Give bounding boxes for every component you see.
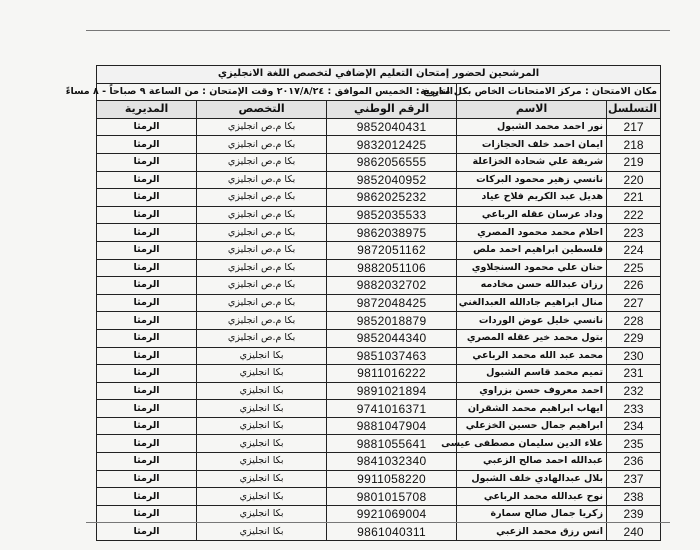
cell-seq: 223: [607, 224, 661, 242]
cell-name: تميم محمد قاسم الشبول: [457, 365, 607, 383]
cell-specialty: بكا م.ص انجليزي: [197, 241, 327, 259]
cell-national-id: 9872048425: [327, 294, 457, 312]
cell-national-id: 9882051106: [327, 259, 457, 277]
cell-directorate: الرمثا: [97, 347, 197, 365]
cell-specialty: بكا م.ص انجليزي: [197, 153, 327, 171]
cell-name: منال ابراهيم جادالله العبدالغني: [457, 294, 607, 312]
cell-name: ايهاب ابراهيم محمد الشقران: [457, 400, 607, 418]
table-row: [97, 118, 661, 136]
cell-directorate: الرمثا: [97, 365, 197, 383]
cell-specialty: بكا انجليزي: [197, 417, 327, 435]
exam-date: التاريخ : الخميس الموافق : ٢٠١٧/٨/٢٤ وقت الإمتحان : من الساعة ٩ صباحاً - ٨ مساءً: [97, 83, 457, 101]
cell-national-id: 9852040952: [327, 171, 457, 189]
cell-seq: 239: [607, 505, 661, 523]
cell-national-id: 9852035533: [327, 206, 457, 224]
header-national-id: الرقم الوطني: [327, 101, 457, 119]
header-seq: التسلسل: [607, 101, 661, 119]
table-row: [97, 259, 661, 277]
exam-place: مكان الامتحان : مركز الامتحانات الخاص بكل مديرية: [457, 83, 661, 101]
table-row: [97, 505, 661, 523]
cell-national-id: 9841032340: [327, 453, 457, 471]
document-title: المرشحين لحضور إمتحان التعليم الإضافي لتخصص اللغة الانجليزي: [97, 66, 661, 84]
cell-specialty: بكا انجليزي: [197, 505, 327, 523]
cell-directorate: الرمثا: [97, 136, 197, 154]
cell-directorate: الرمثا: [97, 241, 197, 259]
cell-specialty: بكا انجليزي: [197, 347, 327, 365]
cell-directorate: الرمثا: [97, 206, 197, 224]
cell-name: بتول محمد خير عقله المصري: [457, 329, 607, 347]
cell-seq: 227: [607, 294, 661, 312]
cell-specialty: بكا م.ص انجليزي: [197, 118, 327, 136]
cell-name: نوح عبدالله محمد الرباعي: [457, 488, 607, 506]
cell-specialty: بكا م.ص انجليزي: [197, 224, 327, 242]
page-bottom-rule: [86, 522, 670, 523]
table-row: [97, 488, 661, 506]
cell-name: بلال عبدالهادي خلف الشبول: [457, 470, 607, 488]
cell-directorate: الرمثا: [97, 453, 197, 471]
table-row: [97, 523, 661, 541]
cell-name: شريفة علي شحادة الخزاعلة: [457, 153, 607, 171]
cell-seq: 237: [607, 470, 661, 488]
table-row: [97, 417, 661, 435]
cell-specialty: بكا انجليزي: [197, 400, 327, 418]
table-row: [97, 206, 661, 224]
cell-national-id: 9852040431: [327, 118, 457, 136]
cell-name: ابراهيم جمال حسين الخزعلي: [457, 417, 607, 435]
cell-national-id: 9852018879: [327, 312, 457, 330]
cell-national-id: 9891021894: [327, 382, 457, 400]
cell-seq: 235: [607, 435, 661, 453]
cell-directorate: الرمثا: [97, 277, 197, 295]
cell-directorate: الرمثا: [97, 505, 197, 523]
cell-seq: 225: [607, 259, 661, 277]
cell-directorate: الرمثا: [97, 417, 197, 435]
cell-specialty: بكا م.ص انجليزي: [197, 294, 327, 312]
cell-seq: 232: [607, 382, 661, 400]
cell-national-id: 9862038975: [327, 224, 457, 242]
table-row: [97, 400, 661, 418]
cell-seq: 236: [607, 453, 661, 471]
cell-name: محمد عبد الله محمد الرباعي: [457, 347, 607, 365]
cell-specialty: بكا م.ص انجليزي: [197, 277, 327, 295]
cell-directorate: الرمثا: [97, 189, 197, 207]
cell-specialty: بكا انجليزي: [197, 365, 327, 383]
cell-national-id: 9741016371: [327, 400, 457, 418]
cell-directorate: الرمثا: [97, 523, 197, 541]
cell-seq: 219: [607, 153, 661, 171]
table-row: [97, 277, 661, 295]
header-name: الاسم: [457, 101, 607, 119]
cell-national-id: 9862056555: [327, 153, 457, 171]
cell-national-id: 9881047904: [327, 417, 457, 435]
cell-seq: 226: [607, 277, 661, 295]
cell-name: زكريا جمال صالح سمارة: [457, 505, 607, 523]
cell-national-id: 9852044340: [327, 329, 457, 347]
cell-national-id: 9851037463: [327, 347, 457, 365]
cell-specialty: بكا انجليزي: [197, 470, 327, 488]
table-row: [97, 329, 661, 347]
header-directorate: المديرية: [97, 101, 197, 119]
cell-name: احلام محمد محمود المصري: [457, 224, 607, 242]
table-row: [97, 241, 661, 259]
cell-specialty: بكا انجليزي: [197, 435, 327, 453]
page-top-rule: [86, 30, 670, 31]
cell-seq: 229: [607, 329, 661, 347]
cell-specialty: بكا انجليزي: [197, 523, 327, 541]
cell-specialty: بكا م.ص انجليزي: [197, 171, 327, 189]
cell-name: حنان علي محمود السنجلاوي: [457, 259, 607, 277]
cell-seq: 218: [607, 136, 661, 154]
cell-seq: 228: [607, 312, 661, 330]
cell-national-id: 9881055641: [327, 435, 457, 453]
cell-national-id: 9921069004: [327, 505, 457, 523]
table-row: [97, 365, 661, 383]
cell-national-id: 9811016222: [327, 365, 457, 383]
cell-national-id: 9801015708: [327, 488, 457, 506]
cell-national-id: 9872051162: [327, 241, 457, 259]
cell-directorate: الرمثا: [97, 171, 197, 189]
table-row: [97, 171, 661, 189]
cell-seq: 217: [607, 118, 661, 136]
cell-name: رزان عبدالله حسن مخادمه: [457, 277, 607, 295]
cell-name: هديل عبد الكريم فلاح عياد: [457, 189, 607, 207]
cell-name: احمد معروف حسن بزراوي: [457, 382, 607, 400]
table-row: [97, 435, 661, 453]
cell-name: علاء الدين سليمان مصطفى عيسى: [457, 435, 607, 453]
candidates-table: [65, 65, 661, 541]
cell-seq: 231: [607, 365, 661, 383]
cell-directorate: الرمثا: [97, 224, 197, 242]
table-row: [97, 312, 661, 330]
table-row: [97, 189, 661, 207]
cell-specialty: بكا م.ص انجليزي: [197, 259, 327, 277]
table-header-row: [97, 101, 661, 119]
table-row: [97, 153, 661, 171]
cell-directorate: الرمثا: [97, 153, 197, 171]
cell-name: نانسي زهير محمود البركات: [457, 171, 607, 189]
table-row: [97, 382, 661, 400]
cell-national-id: 9911058220: [327, 470, 457, 488]
cell-national-id: 9832012425: [327, 136, 457, 154]
cell-directorate: الرمثا: [97, 470, 197, 488]
table-row: [97, 136, 661, 154]
cell-directorate: الرمثا: [97, 488, 197, 506]
cell-directorate: الرمثا: [97, 118, 197, 136]
cell-seq: 238: [607, 488, 661, 506]
cell-directorate: الرمثا: [97, 294, 197, 312]
cell-specialty: بكا م.ص انجليزي: [197, 312, 327, 330]
table-row: [97, 470, 661, 488]
cell-specialty: بكا م.ص انجليزي: [197, 329, 327, 347]
cell-specialty: بكا انجليزي: [197, 453, 327, 471]
cell-name: ايمان احمد خلف الحجازات: [457, 136, 607, 154]
header-specialty: التخصص: [197, 101, 327, 119]
cell-seq: 234: [607, 417, 661, 435]
cell-seq: 224: [607, 241, 661, 259]
cell-specialty: بكا م.ص انجليزي: [197, 206, 327, 224]
cell-name: وداد عرسان عقله الرباعي: [457, 206, 607, 224]
cell-specialty: بكا م.ص انجليزي: [197, 136, 327, 154]
cell-directorate: الرمثا: [97, 312, 197, 330]
table-row: [97, 347, 661, 365]
cell-seq: 222: [607, 206, 661, 224]
table-row: [97, 453, 661, 471]
cell-directorate: الرمثا: [97, 382, 197, 400]
cell-specialty: بكا انجليزي: [197, 488, 327, 506]
cell-seq: 220: [607, 171, 661, 189]
cell-specialty: بكا م.ص انجليزي: [197, 189, 327, 207]
cell-seq: 233: [607, 400, 661, 418]
table-row: [97, 224, 661, 242]
cell-directorate: الرمثا: [97, 259, 197, 277]
cell-national-id: 9882032702: [327, 277, 457, 295]
cell-national-id: 9861040311: [327, 523, 457, 541]
table-row: [97, 294, 661, 312]
cell-name: نانسي خليل عوض الوردات: [457, 312, 607, 330]
cell-seq: 230: [607, 347, 661, 365]
cell-seq: 221: [607, 189, 661, 207]
cell-directorate: الرمثا: [97, 400, 197, 418]
cell-name: فلسطين ابراهيم احمد ملص: [457, 241, 607, 259]
cell-name: عبدالله احمد صالح الزعبي: [457, 453, 607, 471]
cell-specialty: بكا انجليزي: [197, 382, 327, 400]
cell-national-id: 9862025232: [327, 189, 457, 207]
cell-name: انس رزق محمد الزعبي: [457, 523, 607, 541]
cell-seq: 240: [607, 523, 661, 541]
cell-directorate: الرمثا: [97, 329, 197, 347]
cell-name: نور احمد محمد الشبول: [457, 118, 607, 136]
cell-directorate: الرمثا: [97, 435, 197, 453]
